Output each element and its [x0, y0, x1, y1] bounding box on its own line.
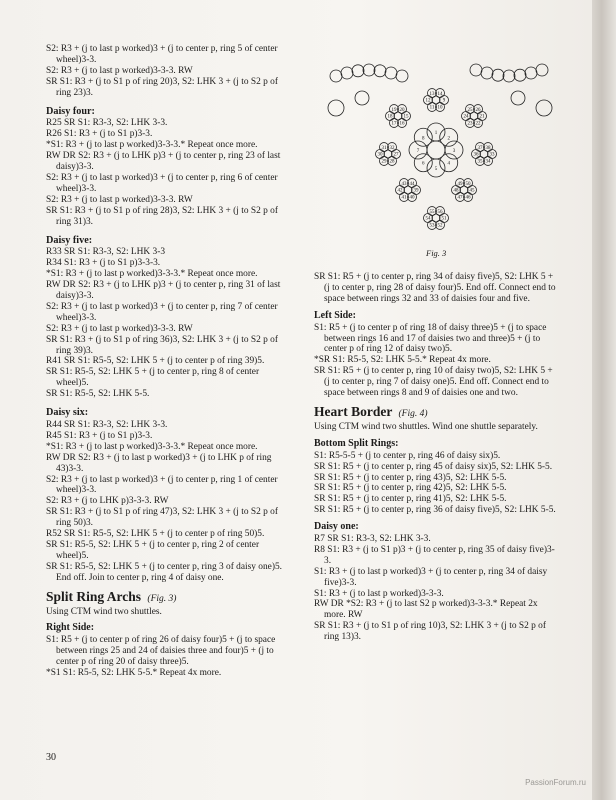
ring-number-label: 16 — [399, 121, 405, 127]
arch-ring — [352, 65, 364, 77]
instruction-line: SR S1: R5 + (j to center p, ring 43)5, S2: LHK 5-5. — [314, 472, 507, 483]
ring-number-label: 49 — [457, 181, 463, 187]
ring-number-label: 47 — [457, 195, 463, 201]
instruction-line: SR S1: R5-5, S2: LHK 5 + (j to center p, ring 8 of center wheel)5. — [46, 367, 260, 389]
ring-number-label: 50 — [465, 181, 471, 187]
instruction-line: R45 S1: R3 + (j to S1 p)3-3. — [46, 430, 153, 441]
ring-number-label: 3 — [452, 149, 456, 154]
ring-number-label: 4 — [447, 161, 450, 167]
ring-number-label: 25 — [467, 107, 473, 113]
instruction-line: RW DR *S2: R3 + (j to last S2 p worked)3-3-3.* Repeat 2x more. RW — [314, 599, 538, 621]
ring-number-label: 23 — [467, 121, 473, 127]
ring-number-label: 56 — [437, 209, 443, 215]
instruction-line: S1: R5-5-5 + (j to center p, ring 46 of daisy six)5. — [314, 450, 501, 461]
instruction-line: R33 SR S1: R3-3, S2: LHK 3-3 — [46, 247, 166, 258]
side-ring — [355, 91, 369, 105]
ring-number-label: 29 — [381, 159, 387, 165]
arch-ring — [536, 64, 548, 76]
instruction-line: R8 S1: R3 + (j to S1 p)3 + (j to center p, ring 35 of daisy five)3-3. — [314, 544, 555, 566]
ring-number-label: 15 — [403, 114, 409, 120]
ring-number-label: 20 — [399, 107, 405, 113]
intro-line: Using CTM wind two shuttles. Wind one shuttle separately. — [314, 421, 538, 432]
ring-number-label: 5 — [434, 167, 438, 172]
left-column — [46, 44, 290, 679]
instruction-line: R26 S1: R3 + (j to S1 p)3-3. — [46, 129, 153, 140]
ring-number-label: 48 — [453, 188, 459, 194]
instruction-line: S2: R3 + (j to last p worked)3 + (j to center p, ring 5 of center wheel)3-3. — [46, 44, 278, 65]
arch-ring — [363, 64, 375, 76]
right-column — [314, 272, 560, 643]
arch-ring — [341, 67, 353, 79]
instruction-line: SR S1: R3 + (j to S1 p of ring 10)3, S2: LHK 3 + (j to S2 p of ring 13)3. — [314, 621, 546, 643]
arch-ring — [514, 69, 526, 81]
instruction-line: R7 SR S1: R3-3, S2: LHK 3-3. — [314, 534, 431, 545]
section-heading-heart-border — [314, 403, 560, 420]
instruction-line: S1: R5 + (j to center p of ring 26 of daisy four)5 + (j to space between rings 25 and 24 of daisies three and four)5 + (j to center p of ring 20 of daisy three)5. — [46, 635, 276, 668]
instruction-line: SR S1: R5 + (j to center p, ring 34 of daisy five)5, S2: LHK 5 + (j to center p, ring 28 of daisy four)5. End off. Connect end to space between rings 32 and 33 of daisies four and five. — [314, 272, 556, 304]
arch-ring — [330, 70, 342, 82]
instruction-line: S1: R3 + (j to last p worked)3 + (j to center p, ring 34 of daisy five)3-3. — [314, 566, 548, 588]
section-heading-bottom-split-rings: Bottom Split Rings: — [314, 437, 399, 449]
instruction-line: S2: R3 + (j to last p worked)3-3-3. RW — [46, 65, 193, 76]
ring-number-label: 24 — [463, 114, 469, 120]
instruction-line: RW DR S2: R3 + (j to LHK p)3 + (j to center p, ring 31 of last daisy)3-3. — [46, 280, 281, 302]
instruction-line: R25 SR S1: R3-3, S2: LHK 3-3. — [46, 118, 168, 129]
instruction-line: SR S1: R5 + (j to center p, ring 36 of daisy five)5, S2: LHK 5-5. — [314, 505, 556, 516]
figure-reference: (Fig. 3) — [147, 593, 177, 604]
heading-text: Heart Border — [314, 403, 393, 419]
ring-number-label: 28 — [389, 159, 395, 165]
instruction-line: R41 SR S1: R5-5, S2: LHK 5 + (j to center p of ring 39)5. — [46, 356, 265, 367]
ring-number-label: 8 — [422, 136, 425, 142]
section-heading-daisy-six: Daisy six: — [46, 407, 89, 419]
tatting-diagram — [316, 58, 562, 258]
instruction-line: SR S1: R3 + (j to S1 p of ring 47)3, S2: LHK 3 + (j to S2 p of ring 50)3. — [46, 507, 278, 529]
ring-number-label: 45 — [469, 188, 475, 194]
section-heading-daisy-four: Daisy four: — [46, 105, 95, 117]
ring-number-label: 39 — [413, 188, 419, 194]
instruction-line: *S1: R3 + (j to last p worked)3-3-3.* Repeat once more. — [46, 140, 258, 151]
instruction-line: S2: R3 + (j to last p worked)3 + (j to center p, ring 6 of center wheel)3-3. — [46, 172, 278, 194]
instruction-line: *S1: R3 + (j to last p worked)3-3-3.* Repeat once more. — [46, 441, 258, 452]
ring-number-label: 14 — [437, 91, 443, 97]
ring-number-label: 30 — [377, 152, 383, 158]
ring-number-label: 1 — [434, 131, 438, 136]
ring-number-label: 7 — [416, 149, 420, 154]
ring-number-label: 51 — [441, 216, 447, 222]
arch-ring — [492, 69, 504, 81]
ring-number-label: 31 — [381, 145, 387, 151]
instruction-line: SR S1: R5 + (j to center p, ring 45 of daisy six)5, S2: LHK 5-5. — [314, 461, 553, 472]
ring-number-label: 2 — [447, 136, 450, 142]
ring-number-label: 17 — [391, 121, 397, 127]
ring-number-label: 44 — [409, 181, 415, 187]
page-number: 30 — [46, 752, 56, 763]
instruction-line: *S1 S1: R5-5, S2: LHK 5-5.* Repeat 4x more. — [46, 668, 222, 679]
ring-number-label: 22 — [475, 121, 481, 127]
instruction-line: SR S1: R5 + (j to center p, ring 42)5, S2: LHK 5-5. — [314, 483, 507, 494]
ring-number-label: 53 — [429, 223, 435, 229]
ring-number-label: 34 — [485, 159, 491, 165]
side-ring — [328, 100, 344, 116]
ring-number-label: 6 — [422, 161, 425, 167]
instruction-line: SR S1: R3 + (j to S1 p of ring 28)3, S2: LHK 3 + (j to S2 p of ring 31)3. — [46, 205, 278, 227]
ring-number-label: 40 — [409, 195, 415, 201]
section-heading-right-side: Right Side: — [46, 622, 95, 634]
ring-number-label: 42 — [397, 188, 403, 194]
ring-number-label: 37 — [477, 145, 483, 151]
ring-number-label: 33 — [489, 152, 495, 158]
instruction-line: SR S1: R5-5, S2: LHK 5 + (j to center p, ring 3 of daisy one)5. End off. Join to center p, ring 4 of daisy one. — [46, 561, 282, 583]
ring-number-label: 13 — [429, 91, 435, 97]
ring-number-label: 54 — [425, 216, 431, 222]
ring-number-label: 9 — [442, 98, 446, 104]
instruction-line: SR S1: R3 + (j to S1 p of ring 20)3, S2: LHK 3 + (j to S2 p of ring 23)3. — [46, 76, 278, 98]
instruction-line: S2: R3 + (j to last p worked)3-3-3. RW — [46, 323, 193, 334]
section-heading-daisy-one: Daisy one: — [314, 521, 359, 533]
ring-number-label: 38 — [485, 145, 491, 151]
instruction-line: S2: R3 + (j to LHK p)3-3-3. RW — [46, 496, 169, 507]
instruction-line: SR S1: R5-5, S2: LHK 5 + (j to center p, ring 2 of center wheel)5. — [46, 539, 260, 561]
ring-number-label: 43 — [401, 181, 407, 187]
instruction-line: R34 S1: R3 + (j to S1 p)3-3-3. — [46, 258, 161, 269]
instruction-line: SR S1: R5 + (j to center p, ring 10 of daisy two)5, S2: LHK 5 + (j to center p, ring 7 of daisy one)5. End off. Connect end to space between rings 8 and 9 of daisies one and two. — [314, 366, 553, 399]
instruction-line: *S1: R3 + (j to last p worked)3-3-3.* Repeat once more. — [46, 269, 258, 280]
heading-text: Split Ring Archs — [46, 588, 142, 604]
arch-ring — [470, 64, 482, 76]
arch-ring — [385, 67, 397, 79]
arch-ring — [396, 70, 408, 82]
ring-number-label: 27 — [393, 152, 399, 158]
arch-ring — [525, 67, 537, 79]
ring-number-label: 10 — [437, 105, 443, 111]
instruction-line: RW DR S2: R3 + (j to LHK p)3 + (j to center p, ring 23 of last daisy)3-3. — [46, 151, 281, 173]
section-heading-split-ring-archs — [46, 588, 290, 605]
arch-ring — [503, 70, 515, 82]
ring-number-label: 12 — [425, 98, 431, 104]
page-edge — [592, 0, 616, 800]
ring-number-label: 21 — [479, 114, 485, 120]
ring-number-label: 18 — [387, 114, 393, 120]
arch-ring — [481, 67, 493, 79]
side-ring — [511, 91, 525, 105]
ring-number-label: 32 — [389, 145, 395, 151]
instruction-line: SR S1: R5-5, S2: LHK 5-5. — [46, 389, 150, 400]
instruction-line: *SR S1: R5-5, S2: LHK 5-5.* Repeat 4x more. — [314, 355, 491, 366]
ring-number-label: 55 — [429, 209, 435, 215]
intro-line: Using CTM wind two shuttles. — [46, 606, 162, 617]
ring-number-label: 11 — [429, 105, 435, 111]
side-ring — [536, 100, 552, 116]
instruction-line: R44 SR S1: R3-3, S2: LHK 3-3. — [46, 420, 168, 430]
ring-number-label: 26 — [475, 107, 481, 113]
instruction-line: S2: R3 + (j to last p worked)3 + (j to center p, ring 7 of center wheel)3-3. — [46, 301, 278, 323]
arch-ring — [374, 65, 386, 77]
figure-reference: (Fig. 4) — [398, 408, 428, 419]
instruction-line: S2: R3 + (j to last p worked)3 + (j to center p, ring 1 of center wheel)3-3. — [46, 474, 278, 496]
instruction-line: RW DR S2: R3 + (j to last p worked)3 + (j to LHK p of ring 43)3-3. — [46, 452, 272, 474]
ring-number-label: 36 — [473, 152, 479, 158]
ring-number-label: 41 — [401, 195, 407, 201]
instruction-line: SR S1: R3 + (j to S1 p of ring 36)3, S2: LHK 3 + (j to S2 p of ring 39)3. — [46, 334, 278, 356]
instruction-line: SR S1: R5 + (j to center p, ring 41)5, S2: LHK 5-5. — [314, 494, 507, 505]
ring-number-label: 46 — [465, 195, 471, 201]
instruction-line: R52 SR S1: R5-5, S2: LHK 5 + (j to center p of ring 50)5. — [46, 529, 265, 540]
instruction-line: S2: R3 + (j to last p worked)3-3-3. RW — [46, 194, 193, 205]
ring-number-label: 35 — [477, 159, 483, 165]
figure-caption: Fig. 3 — [426, 248, 447, 258]
instruction-line: S1: R5 + (j to center p of ring 18 of daisy three)5 + (j to space between rings 16 and 17 of daisies two and three)5 + (j to center p of ring 12 of daisy two)5. — [314, 322, 547, 355]
watermark: PassionForum.ru — [525, 778, 586, 787]
ring-number-label: 52 — [437, 223, 443, 229]
section-heading-left-side: Left Side: — [314, 309, 356, 321]
ring-number-label: 19 — [391, 107, 397, 113]
section-heading-daisy-five: Daisy five: — [46, 234, 93, 246]
instruction-line: S1: R3 + (j to last p worked)3-3-3. — [314, 588, 444, 599]
